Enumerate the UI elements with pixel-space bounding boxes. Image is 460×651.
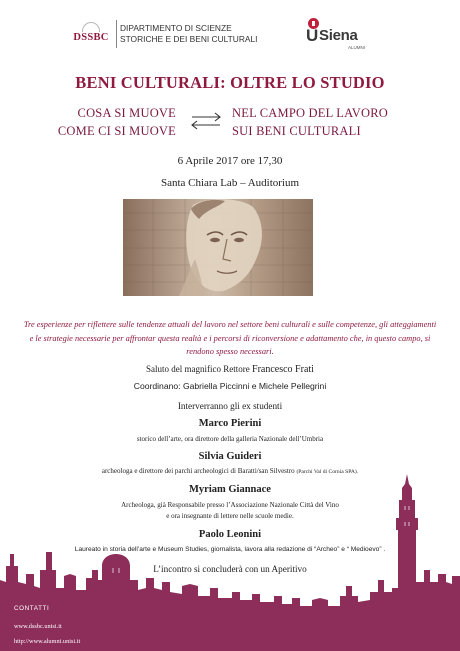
dssbc-logo xyxy=(68,22,114,50)
subtitle-left-line-2: COME CI SI MUOVE xyxy=(57,124,176,138)
usiena-alumni-logo xyxy=(306,18,374,50)
speaker-role-3-line-2: e ora insegnante di lettere nelle scuole medie. xyxy=(166,512,294,520)
usiena-word: Siena xyxy=(319,27,358,44)
website-alumni-link[interactable]: http://www.alumni.unisi.it xyxy=(14,638,81,645)
rector-greeting-prefix: Saluto del magnifico Rettore xyxy=(146,364,253,374)
header-divider xyxy=(116,20,117,48)
event-title: BENI CULTURALI: OLTRE LO STUDIO xyxy=(75,73,385,92)
double-arrow-icon xyxy=(186,111,226,131)
subtitle-right-line-1: NEL CAMPO DEL LAVORO xyxy=(232,106,388,120)
event-date: 6 Aprile 2017 ore 17,30 xyxy=(177,155,283,167)
siena-skyline-illustration xyxy=(0,470,460,651)
event-venue: Santa Chiara Lab – Auditorium xyxy=(160,177,300,189)
contacts-label: CONTATTI xyxy=(14,605,50,612)
speaker-name-1: Marco Pierini xyxy=(198,418,262,429)
event-description: Tre esperienze per riflettere sulle tendenze attuali del lavoro nel settore beni culturali e sulle competenze, gli atteggiamenti e le strategie necessarie per affrontar questa realtà e i percorsi di riconversione e adattamento che, in questo campo, si rendono spesso necessari. xyxy=(23,320,437,356)
speaker-name-4: Paolo Leonini xyxy=(198,529,262,540)
speaker-role-2-note: (Parchi Val di Cornia SPA). xyxy=(296,469,359,475)
department-name xyxy=(120,23,257,45)
usiena-u: U xyxy=(306,26,319,45)
closing-note: L’incontro si concluderà con un Aperitivo xyxy=(153,564,307,574)
dssbc-logo-text: DSSBC xyxy=(73,32,109,43)
department-line-1: DIPARTIMENTO DI SCIENZE xyxy=(120,23,232,33)
speakers-intro: Interverranno gli ex studenti xyxy=(177,401,283,411)
rector-greeting xyxy=(0,364,460,375)
speaker-role-2-text: archeologa e direttore dei parchi archeologici di Baratti/san Silvestro xyxy=(101,467,295,475)
dssbc-arch-icon xyxy=(82,22,100,32)
rector-name: Francesco Frati xyxy=(252,364,314,375)
speaker-name-2: Silvia Guideri xyxy=(198,451,262,462)
usiena-alumni-label: ALUMNI xyxy=(348,45,366,50)
speaker-role-3: Archeologa, già Responsabile presso l’Associazione Nazionale Città del Vino xyxy=(121,501,339,509)
subtitle-left-line-1: COSA SI MUOVE xyxy=(77,106,176,120)
coordinators: Coordinano: Gabriella Piccinni e Michele Pellegrini xyxy=(133,381,327,391)
speaker-name-3: Myriam Giannace xyxy=(189,484,271,495)
department-line-2: STORICHE E DEI BENI CULTURALI xyxy=(120,34,258,44)
subtitle-right-line-2: SUI BENI CULTURALI xyxy=(232,124,361,138)
speaker-role-4: Laureato in storia dell’arte e Museum Studies, giornalista, lavora alla redazione di “Archeo” e “ Medioevo” . xyxy=(74,546,386,553)
website-dssbc-link[interactable]: www.dssbc.unisi.it xyxy=(14,623,62,630)
statue-head-photo xyxy=(123,199,313,296)
speaker-role-1: storico dell’arte, ora direttore della galleria Nazionale dell’Umbria xyxy=(136,435,324,443)
